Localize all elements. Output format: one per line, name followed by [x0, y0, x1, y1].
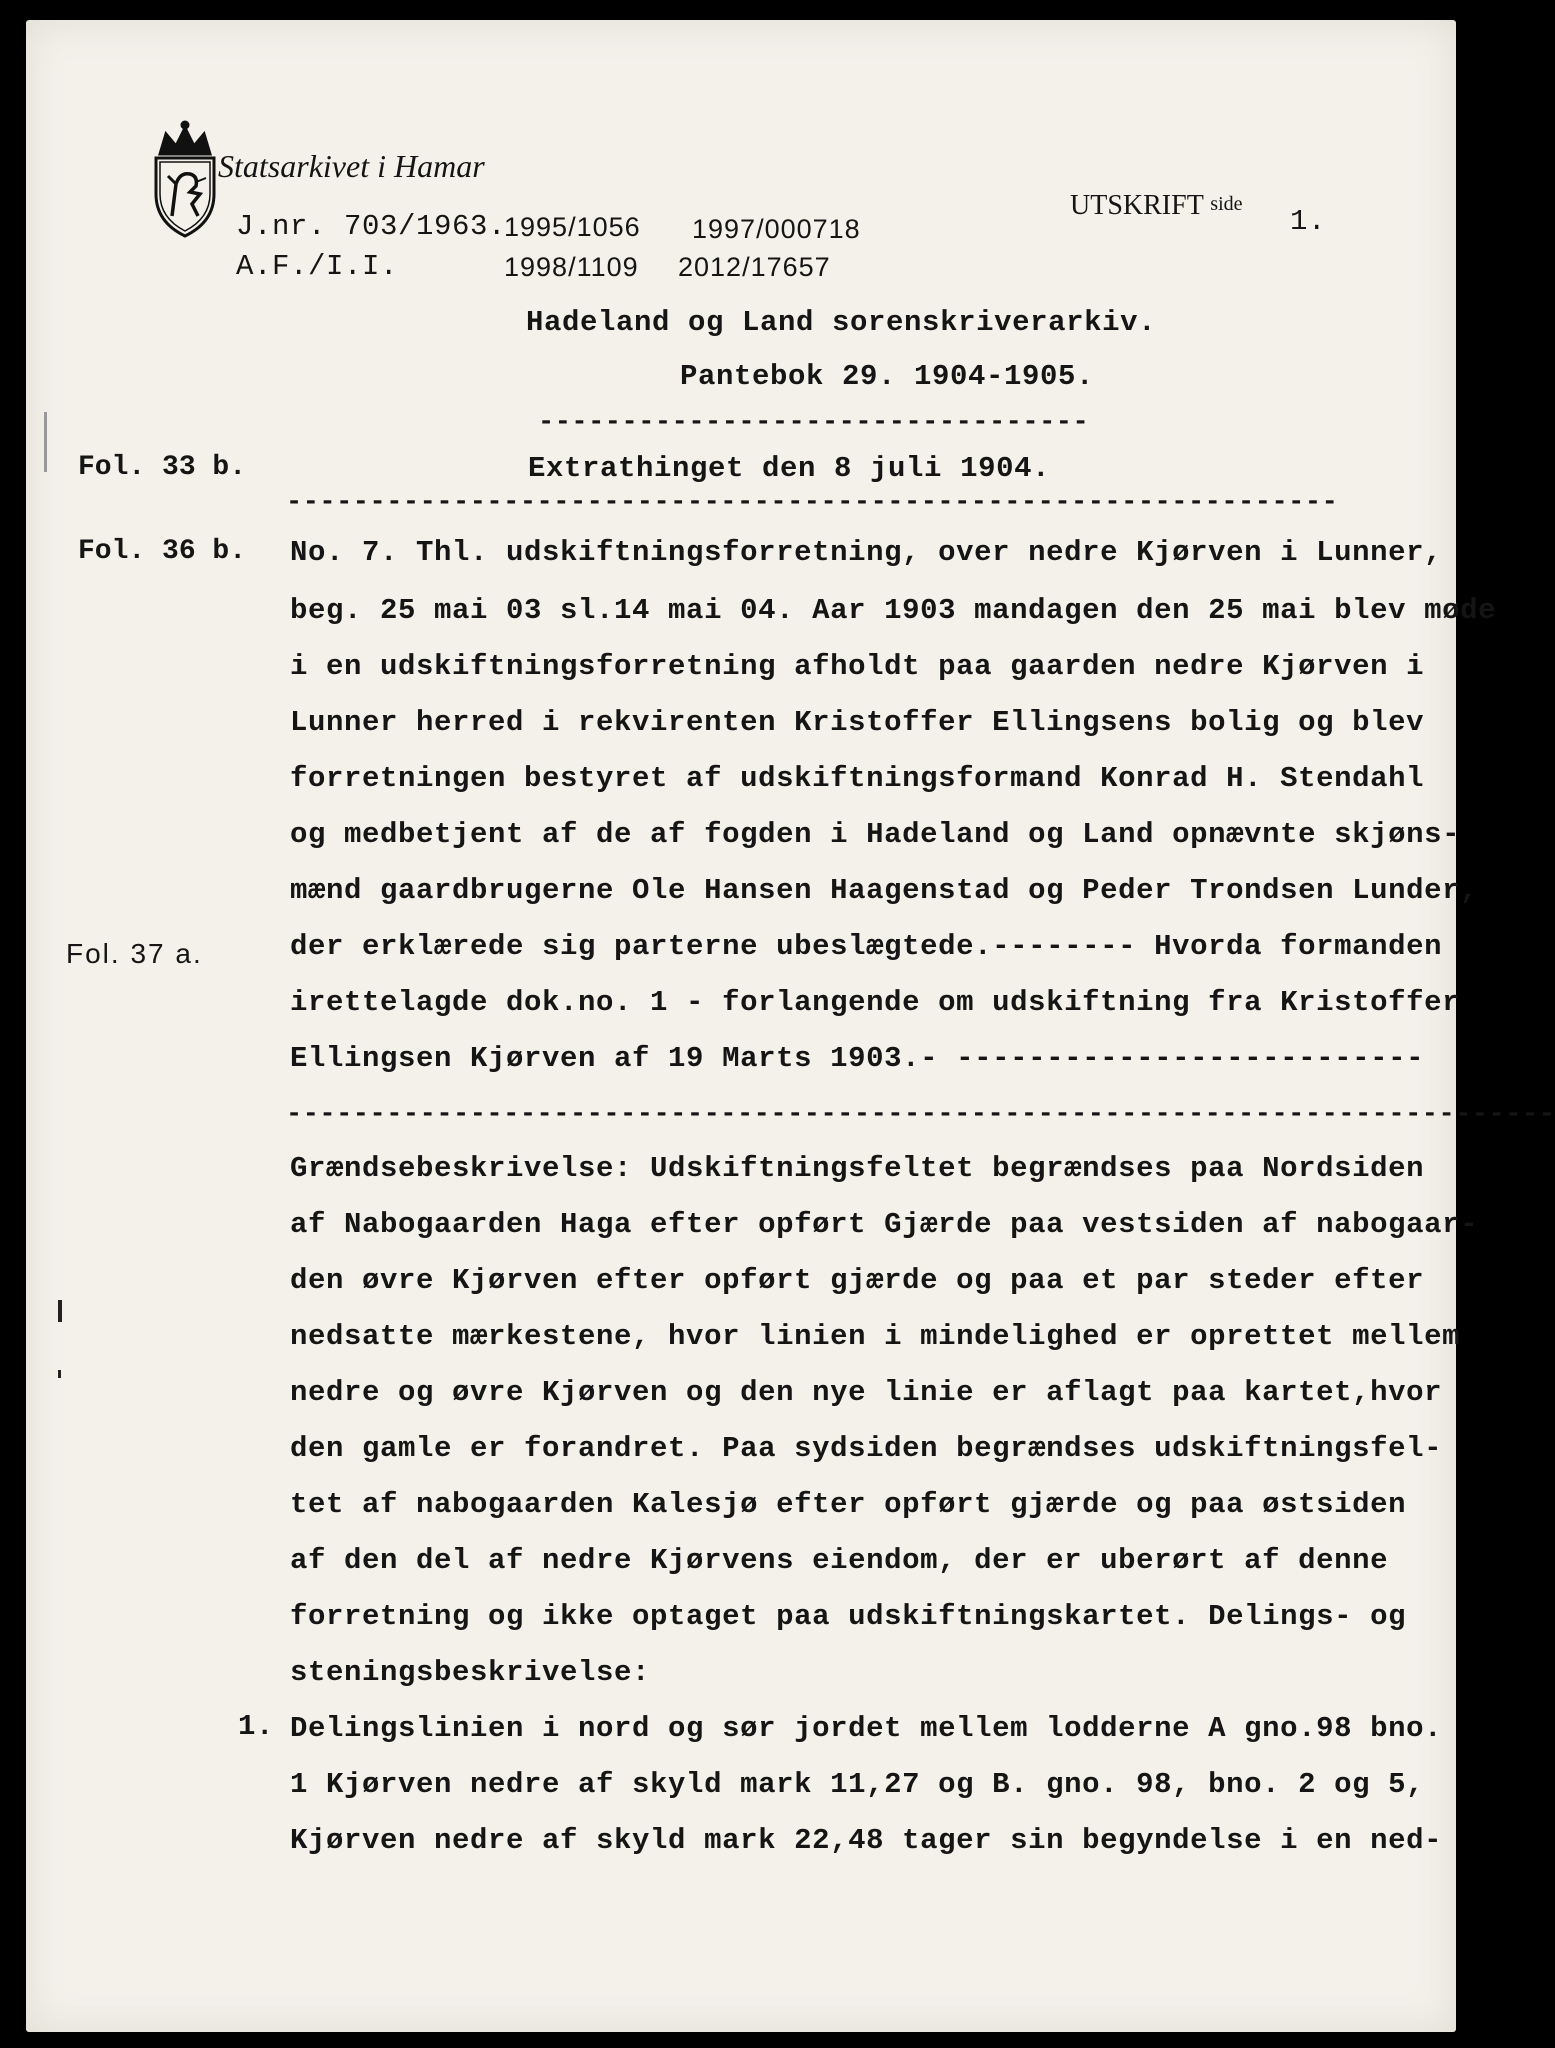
separator: --------------------------------------------------------------- [286, 488, 1339, 518]
archive-title: Hadeland og Land sorenskriverarkiv. [526, 306, 1157, 339]
page-number: 1. [1290, 205, 1327, 238]
body-line: irettelagde dok.no. 1 - forlangende om udskiftning fra Kristoffer [290, 986, 1461, 1019]
archive-number: 1998/1109 [504, 252, 639, 282]
body-line: Lunner herred i rekvirenten Kristoffer Ellingsens bolig og blev [290, 706, 1425, 739]
body-line: steningsbeskrivelse: [290, 1656, 651, 1689]
body-line: af den del af nedre Kjørvens eiendom, der er uberørt af denne [290, 1544, 1389, 1577]
book-title: Pantebok 29. 1904-1905. [680, 360, 1095, 393]
body-line: Kjørven nedre af skyld mark 22,48 tager sin begyndelse i en ned- [290, 1824, 1443, 1857]
body-line: i en udskiftningsforretning afholdt paa gaarden nedre Kjørven i [290, 650, 1425, 683]
body-line: beg. 25 mai 03 sl.14 mai 04. Aar 1903 mandagen den 25 mai blev møde [290, 594, 1497, 627]
body-line: den øvre Kjørven efter opført gjærde og paa et par steder efter [290, 1264, 1425, 1297]
separator: ---------------------------------------------------------------------------- [286, 1100, 1555, 1130]
separator: --------------------------------- [538, 408, 1090, 438]
body-line: nedsatte mærkestene, hvor linien i mindelighed er oprettet mellem [290, 1320, 1461, 1353]
body-line: og medbetjent af de af fogden i Hadeland og Land opnævnte skjøns- [290, 818, 1461, 851]
body-line: tet af nabogaarden Kalesjø efter opført gjærde og paa østsiden [290, 1488, 1407, 1521]
body-line: der erklærede sig parterne ubeslægtede.-------- Hvorda formanden [290, 930, 1443, 963]
archive-number: 1997/000718 [692, 214, 861, 244]
reference-number: J.nr. 703/1963. [236, 210, 507, 243]
archive-number: 2012/17657 [678, 252, 831, 282]
meeting-title: Extrathinget den 8 juli 1904. [528, 452, 1051, 485]
body-line: nedre og øvre Kjørven og den nye linie er aflagt paa kartet,hvor [290, 1376, 1443, 1409]
body-line: 1 Kjørven nedre af skyld mark 11,27 og B. gno. 98, bno. 2 og 5, [290, 1768, 1425, 1801]
folio-note: Fol. 33 b. [78, 452, 247, 483]
body-line: mænd gaardbrugerne Ole Hansen Haagenstad og Peder Trondsen Lunder, [290, 874, 1479, 907]
coat-of-arms-icon [146, 120, 224, 240]
body-line: Grændsebeskrivelse: Udskiftningsfeltet begrændses paa Nordsiden [290, 1152, 1425, 1185]
body-line: Ellingsen Kjørven af 19 Marts 1903.- -------------------------- [290, 1042, 1425, 1075]
list-number: 1. [238, 1710, 275, 1743]
document-page [26, 20, 1555, 2032]
folio-note: Fol. 37 a. [66, 938, 203, 969]
body-line: den gamle er forandret. Paa sydsiden begrændses udskiftningsfel- [290, 1432, 1443, 1465]
reference-initials: A.F./I.I. [236, 250, 399, 283]
body-line: No. 7. Thl. udskiftningsforretning, over nedre Kjørven i Lunner, [290, 536, 1443, 569]
side-label: side [1210, 193, 1243, 215]
utskrift-text: UTSKRIFT [1070, 190, 1204, 221]
utskrift-label [1070, 190, 1243, 222]
body-line: Delingslinien i nord og sør jordet mellem lodderne A gno.98 bno. [290, 1712, 1443, 1745]
archive-name: Statsarkivet i Hamar [218, 148, 485, 184]
archive-number: 1995/1056 [504, 212, 641, 242]
folio-note: Fol. 36 b. [78, 536, 247, 567]
body-line: forretningen bestyret af udskiftningsformand Konrad H. Stendahl [290, 762, 1425, 795]
body-line: af Nabogaarden Haga efter opført Gjærde paa vestsiden af nabogaar- [290, 1208, 1479, 1241]
body-line: forretning og ikke optaget paa udskiftningskartet. Delings- og [290, 1600, 1407, 1633]
